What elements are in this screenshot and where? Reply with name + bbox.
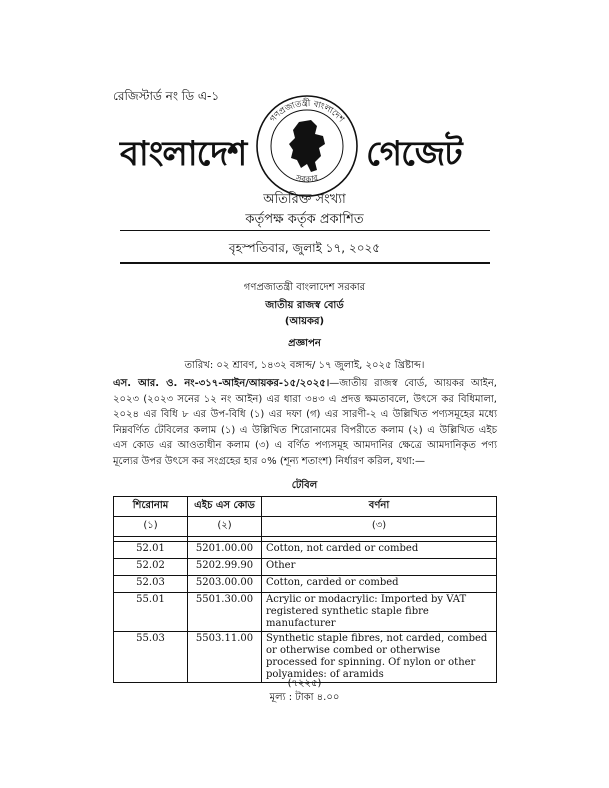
row-description: Synthetic staple fibres, not carded, combed or otherwise combed or otherwise processed for spinning. Of nylon or other polyamides: of aramids (262, 632, 497, 683)
notification-date: তারিখ: ০২ শ্রাবণ, ১৪৩২ বঙ্গাব্দ/ ১৭ জুলাই, ২০২৫ খ্রিষ্টাব্দ। (184, 360, 425, 371)
table-row (114, 542, 497, 559)
row-heading: 55.03 (114, 632, 188, 683)
row-hs-code: 5203.00.00 (188, 576, 262, 593)
column-header-hs-code: এইচ এস কোড (188, 497, 262, 517)
table-caption: টেবিল (291, 480, 318, 491)
extraordinary-issue-label: অতিরিক্ত সংখ্যা (263, 192, 346, 207)
row-description: Cotton, not carded or combed (262, 542, 497, 559)
column-header-heading: শিরোনাম (114, 497, 188, 517)
department-name: (আয়কর) (284, 316, 325, 327)
row-hs-code: 5501.30.00 (188, 593, 262, 632)
row-hs-code: 5503.11.00 (188, 632, 262, 683)
table-row (114, 593, 497, 632)
notification-body (113, 376, 497, 469)
table-row (114, 632, 497, 683)
table-header-row (114, 497, 497, 517)
bangladesh-map-icon (289, 120, 325, 172)
row-description: Other (262, 559, 497, 576)
row-hs-code: 5201.00.00 (188, 542, 262, 559)
column-number-2: (২) (188, 517, 262, 537)
table-row (114, 576, 497, 593)
registered-number: রেজিস্টার্ড নং ডি এ-১ (113, 89, 220, 103)
published-by-authority-label: কর্তৃপক্ষ কর্তৃক প্রকাশিত (245, 212, 364, 227)
header-divider-bottom (120, 262, 490, 264)
row-description: Cotton, carded or combed (262, 576, 497, 593)
svg-text:সরকার (294, 173, 321, 185)
masthead-title-right: গেজেট (366, 134, 462, 174)
hs-code-table (113, 496, 497, 683)
page-number: (৭২২৫) (287, 678, 322, 689)
notification-body-text: —জাতীয় রাজস্ব বোর্ড, আয়কর আইন, ২০২৩ (২০২৩ সনের ১২ নং আইন) এর ধারা ৩৪৩ এ প্রদত্ত ক্ষমতাবলে, উৎসে কর বিধিমালা, ২০২৪ এর বিধি ৮ এর উপ-বিধি (১) এর দফা (গ) এর সারণী-২ এ উল্লিখিত পণ্যসমূহের মধ্যে নিম্নবর্ণিত টেবিলের কলাম (১) এ উল্লিখিত শিরোনামের বিপরীতে কলাম (২) এ উল্লিখিত এইচ এস কোড এর আওতাধীন কলাম (৩) এ বর্ণিত পণ্যসমূহ আমদানির ক্ষেত্রে আমদানিকৃত পণ্য মূল্যের উপর উৎসে কর সংগ্রহের হার ০% (শূন্য শতাংশ) নির্ধারণ করিল, যথা:— (113, 378, 497, 467)
row-heading: 52.01 (114, 542, 188, 559)
column-header-description: বর্ণনা (262, 497, 497, 517)
gazette-date: বৃহস্পতিবার, জুলাই ১৭, ২০২৫ (228, 241, 381, 255)
sro-reference: এস. আর. ও. নং-৩১৭-আইন/আয়কর-১৫/২০২৫। (113, 378, 330, 389)
board-name: জাতীয় রাজস্ব বোর্ড (265, 300, 344, 311)
seal-top-text: গণপ্রজাতন্ত্রী বাংলাদেশ (268, 98, 346, 125)
government-name: গণপ্রজাতন্ত্রী বাংলাদেশ সরকার (243, 282, 366, 293)
row-heading: 55.01 (114, 593, 188, 632)
seal-bottom-text: সরকার (294, 173, 320, 186)
header-divider-top (120, 230, 490, 231)
row-heading: 52.02 (114, 559, 188, 576)
column-number-1: (১) (114, 517, 188, 537)
gazette-price: মূল্য : টাকা ৪.০০ (269, 692, 340, 703)
column-number-row (114, 517, 497, 537)
row-heading: 52.03 (114, 576, 188, 593)
column-number-3: (৩) (262, 517, 497, 537)
row-hs-code: 5202.99.90 (188, 559, 262, 576)
notification-title: প্রজ্ঞাপন (288, 338, 321, 349)
table-row (114, 559, 497, 576)
row-description: Acrylic or modacrylic: Imported by VAT registered synthetic staple fibre manufacturer (262, 593, 497, 632)
masthead-title-left: বাংলাদেশ (120, 134, 247, 174)
government-seal (253, 92, 361, 200)
